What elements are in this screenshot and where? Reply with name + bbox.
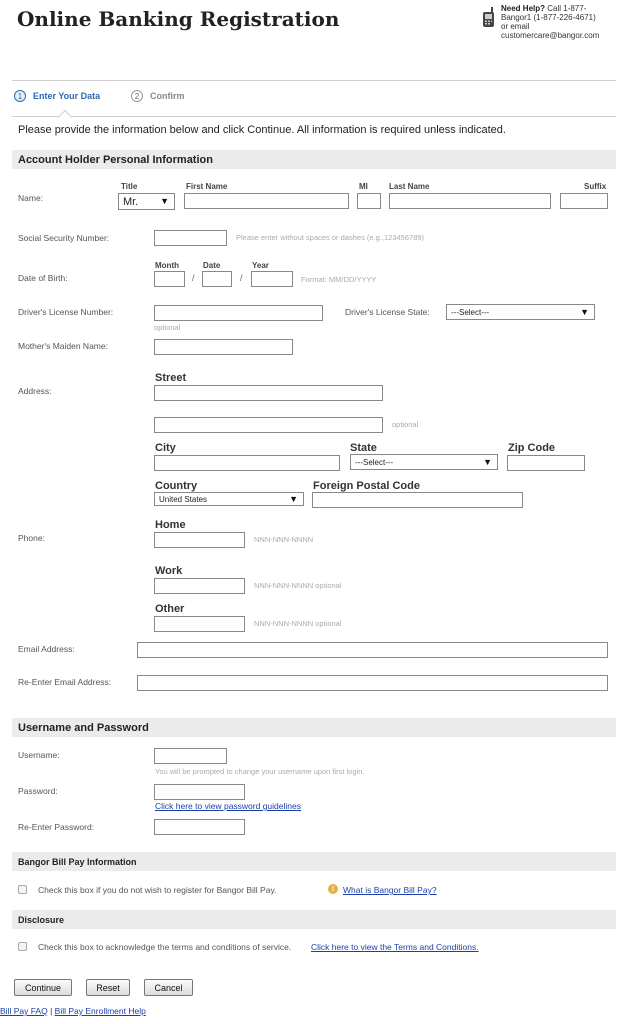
steps-divider <box>12 116 616 117</box>
reset-button[interactable]: Reset <box>86 979 130 996</box>
street-header: Street <box>155 372 187 384</box>
step-number: 2 <box>131 90 143 102</box>
dob-format-hint: Format: MM/DD/YYYY <box>301 275 377 284</box>
terms-checkbox[interactable] <box>18 942 27 951</box>
last-name-col-header: Last Name <box>389 182 430 191</box>
street2-input[interactable] <box>154 417 383 433</box>
terms-checkbox-label: Check this box to acknowledge the terms and conditions of service. <box>38 942 292 952</box>
repassword-input[interactable] <box>154 819 245 835</box>
zip-header: Zip Code <box>508 442 556 454</box>
step-number: 1 <box>14 90 26 102</box>
name-label: Name: <box>18 193 44 203</box>
other-phone-hint: NNN-NNN-NNNN optional <box>254 619 342 628</box>
title-select-value: Mr. <box>123 195 139 208</box>
footer-separator: | <box>47 1006 55 1016</box>
work-phone-header: Work <box>155 565 183 577</box>
reemail-input[interactable] <box>137 675 608 691</box>
billpay-help-link[interactable]: Bill Pay Enrollment Help <box>54 1006 146 1016</box>
title-col-header: Title <box>121 182 138 191</box>
city-input[interactable] <box>154 455 340 471</box>
dob-date-input[interactable] <box>202 271 232 287</box>
step-label: Enter Your Data <box>33 91 101 101</box>
cancel-button[interactable]: Cancel <box>144 979 193 996</box>
dob-separator: / <box>192 273 195 283</box>
continue-button[interactable]: Continue <box>14 979 72 996</box>
password-guidelines-link[interactable]: Click here to view password guidelines <box>155 801 301 811</box>
billpay-opt-out-label: Check this box if you do not wish to register for Bangor Bill Pay. <box>38 885 277 895</box>
foreign-postal-input[interactable] <box>312 492 523 508</box>
dl-state-value: ---Select--- <box>451 307 490 317</box>
footer-links <box>0 1006 146 1016</box>
header-divider <box>12 80 616 81</box>
intro-text: Please provide the information below and click Continue. All information is required unless indicated. <box>18 124 506 136</box>
work-phone-input[interactable] <box>154 578 245 594</box>
phone-icon <box>482 7 495 28</box>
dropdown-arrow-icon: ▼ <box>483 457 492 467</box>
page-title: Online Banking Registration <box>17 7 340 31</box>
suffix-input[interactable] <box>560 193 608 209</box>
step-enter-data <box>14 89 100 103</box>
dl-number-label: Driver's License Number: <box>18 307 114 317</box>
country-header: Country <box>155 480 198 492</box>
other-phone-input[interactable] <box>154 616 245 632</box>
reemail-label: Re-Enter Email Address: <box>18 677 112 687</box>
step-confirm <box>131 89 185 103</box>
maiden-name-label: Mother's Maiden Name: <box>18 341 108 351</box>
ssn-hint: Please enter without spaces or dashes (e.g.,123456789) <box>236 233 425 242</box>
step-label: Confirm <box>150 91 185 101</box>
street2-optional-hint: optional <box>392 420 419 429</box>
section-personal-heading: Account Holder Personal Information <box>12 150 616 169</box>
ssn-input[interactable] <box>154 230 227 246</box>
info-icon: ! <box>328 884 338 894</box>
section-credentials-heading: Username and Password <box>12 718 616 737</box>
country-select[interactable] <box>154 492 304 506</box>
middle-initial-input[interactable] <box>357 193 381 209</box>
dl-state-label: Driver's License State: <box>345 307 430 317</box>
dropdown-arrow-icon: ▼ <box>289 494 298 504</box>
billpay-opt-out-checkbox[interactable] <box>18 885 27 894</box>
state-header: State <box>350 442 377 454</box>
what-is-billpay-link[interactable]: What is Bangor Bill Pay? <box>343 885 437 895</box>
first-name-col-header: First Name <box>186 182 228 191</box>
email-input[interactable] <box>137 642 608 658</box>
dob-month-input[interactable] <box>154 271 185 287</box>
username-input[interactable] <box>154 748 227 764</box>
country-select-value: United States <box>159 494 208 504</box>
home-phone-input[interactable] <box>154 532 245 548</box>
last-name-input[interactable] <box>389 193 551 209</box>
dropdown-arrow-icon: ▼ <box>580 307 589 317</box>
help-call: Call 1-877- <box>545 4 587 13</box>
section-billpay-heading: Bangor Bill Pay Information <box>12 852 616 871</box>
password-label: Password: <box>18 786 58 796</box>
home-phone-header: Home <box>155 519 186 531</box>
dl-number-input[interactable] <box>154 305 323 321</box>
terms-link[interactable]: Click here to view the Terms and Conditions. <box>311 942 479 952</box>
dob-date-header: Date <box>203 261 221 270</box>
dob-separator: / <box>240 273 243 283</box>
help-email: customercare@bangor.com <box>501 31 600 40</box>
password-input[interactable] <box>154 784 245 800</box>
help-or-email: or email <box>501 22 530 31</box>
dob-label: Date of Birth: <box>18 273 68 283</box>
state-select-value: ---Select--- <box>355 457 394 467</box>
step-pointer <box>58 110 72 124</box>
work-phone-hint: NNN-NNN-NNNN optional <box>254 581 342 590</box>
city-header: City <box>155 442 176 454</box>
mi-col-header: MI <box>359 182 368 191</box>
username-hint: You will be prompted to change your username upon first login. <box>155 767 365 776</box>
repassword-label: Re-Enter Password: <box>18 822 95 832</box>
dropdown-arrow-icon: ▼ <box>160 196 169 206</box>
dl-state-select[interactable] <box>446 304 595 320</box>
street-input[interactable] <box>154 385 383 401</box>
billpay-faq-link[interactable]: Bill Pay FAQ <box>0 1006 48 1016</box>
title-select[interactable] <box>118 193 175 210</box>
dob-year-header: Year <box>252 261 269 270</box>
dl-optional-hint: optional <box>154 323 181 332</box>
suffix-col-header: Suffix <box>584 182 607 191</box>
other-phone-header: Other <box>155 603 185 615</box>
help-heading: Need Help? <box>501 4 546 13</box>
address-label: Address: <box>18 386 52 396</box>
first-name-input[interactable] <box>184 193 349 209</box>
email-label: Email Address: <box>18 644 75 654</box>
section-disclosure-heading: Disclosure <box>12 910 616 929</box>
username-label: Username: <box>18 750 60 760</box>
help-phone: Bangor1 (1-877-226-4671) <box>501 13 596 22</box>
phone-label: Phone: <box>18 533 45 543</box>
dob-month-header: Month <box>155 261 179 270</box>
home-phone-hint: NNN-NNN-NNNN <box>254 535 314 544</box>
maiden-name-input[interactable] <box>154 339 293 355</box>
state-select[interactable] <box>350 454 498 470</box>
foreign-postal-header: Foreign Postal Code <box>313 480 420 492</box>
ssn-label: Social Security Number: <box>18 233 110 243</box>
zip-input[interactable] <box>507 455 585 471</box>
dob-year-input[interactable] <box>251 271 293 287</box>
